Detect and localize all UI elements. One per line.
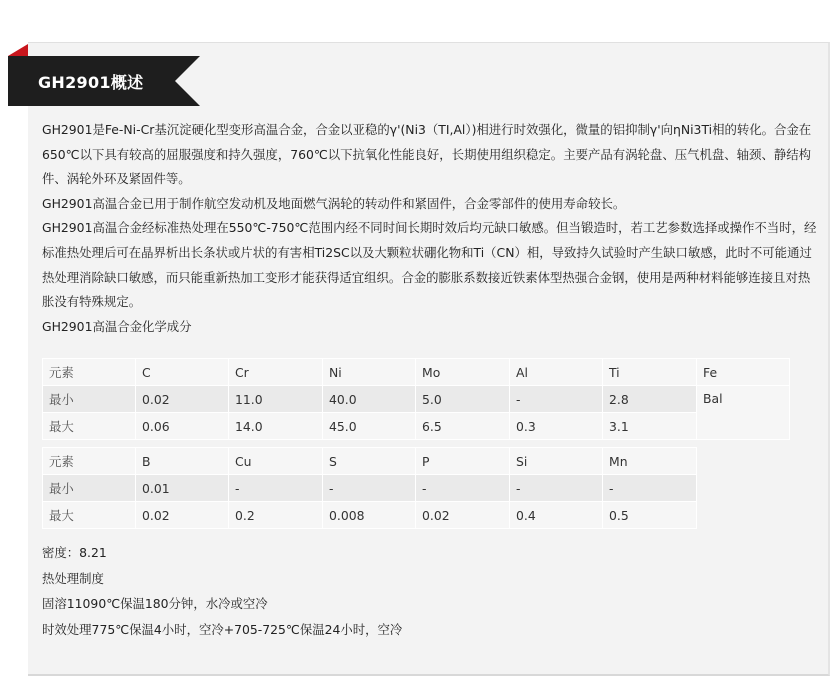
table-cell: 45.0 [323,413,416,440]
table-cell: Ti [603,359,697,386]
table-cell: 6.5 [416,413,510,440]
table-cell: Cr [229,359,323,386]
table-cell: 0.02 [416,502,510,529]
table-row [43,413,790,440]
table-cell-fe-value: Bal [697,386,790,440]
table-cell: 0.008 [323,502,416,529]
table-cell: Mo [416,359,510,386]
table-cell: Fe [697,359,790,386]
table-cell: - [416,475,510,502]
table-cell: 元素 [43,448,136,475]
composition-heading: GH2901高温合金化学成分 [42,318,192,334]
composition-table-1 [42,358,790,440]
section-title: GH2901概述 [38,73,144,92]
table-cell: - [229,475,323,502]
table-cell: - [323,475,416,502]
footer-text [42,540,402,642]
heat-treatment-heading: 热处理制度 [42,570,104,586]
composition-table-2 [42,447,697,529]
section-title-banner [8,56,200,106]
table-cell: 11.0 [229,386,323,413]
table-cell: 0.02 [136,502,229,529]
table-cell: - [510,386,603,413]
table-cell: 0.2 [229,502,323,529]
table-cell: 5.0 [416,386,510,413]
table-row [43,386,790,413]
table-cell: Ni [323,359,416,386]
table-cell: S [323,448,416,475]
table-row [43,475,697,502]
table-cell: P [416,448,510,475]
table-cell: - [510,475,603,502]
intro-paragraph-3: GH2901高温合金经标准热处理在550℃-750℃范围内经不同时间长期时效后均元缺口敏感。但当锻造时，若工艺参数选择或操作不当时，经标准热处理后可在晶界析出长条状或片状的有害相Ti2SC以及大颗粒状硼化物和Ti（CN）相，导致持久试验时产生缺口敏感，此时不可能通过热处理消除缺口敏感，而只能重新热加工变形才能获得适宜组织。合金的膨胀系数接近铁素体型热强合金钢，使用是两种材料能够连接且对热胀没有特殊规定。 [42,220,817,310]
title-fold-decoration [8,44,28,56]
table-cell: 3.1 [603,413,697,440]
table-row [43,448,697,475]
table-cell: Al [510,359,603,386]
intro-text [42,118,822,339]
table-cell: Si [510,448,603,475]
table-cell: 0.4 [510,502,603,529]
table-cell: 0.01 [136,475,229,502]
table-cell: 最大 [43,502,136,529]
table-cell: 0.06 [136,413,229,440]
solution-treatment-line: 固溶11090℃保温180分钟，水冷或空冷 [42,596,268,611]
table-row [43,502,697,529]
table-cell: Mn [603,448,697,475]
table-cell: B [136,448,229,475]
table-cell: - [603,475,697,502]
table-cell: 元素 [43,359,136,386]
table-cell: 最小 [43,475,136,502]
table-cell: 40.0 [323,386,416,413]
table-cell: Cu [229,448,323,475]
table-row [43,359,790,386]
table-cell: C [136,359,229,386]
table-cell: 最小 [43,386,136,413]
table-cell: 0.5 [603,502,697,529]
table-cell: 0.02 [136,386,229,413]
table-cell: 2.8 [603,386,697,413]
intro-paragraph-1: GH2901是Fe-Ni-Cr基沉淀硬化型变形高温合金，合金以亚稳的γ'(Ni3（TI,Al）)相进行时效强化，微量的铝抑制γ'向ηNi3Ti相的转化。合金在650℃以下具有较高的屈服强度和持久强度，760℃以下抗氧化性能良好，长期使用组织稳定。主要产品有涡轮盘、压气机盘、轴颈、静结构件、涡轮外环及紧固件等。 [42,122,812,187]
table-cell: 14.0 [229,413,323,440]
density-line: 密度：8.21 [42,545,107,560]
table-cell: 最大 [43,413,136,440]
intro-paragraph-2: GH2901高温合金已用于制作航空发动机及地面燃气涡轮的转动件和紧固件，合金零部件的使用寿命较长。 [42,195,626,211]
table-cell: 0.3 [510,413,603,440]
aging-treatment-line: 时效处理775℃保温4小时，空冷+705-725℃保温24小时，空冷 [42,621,403,637]
